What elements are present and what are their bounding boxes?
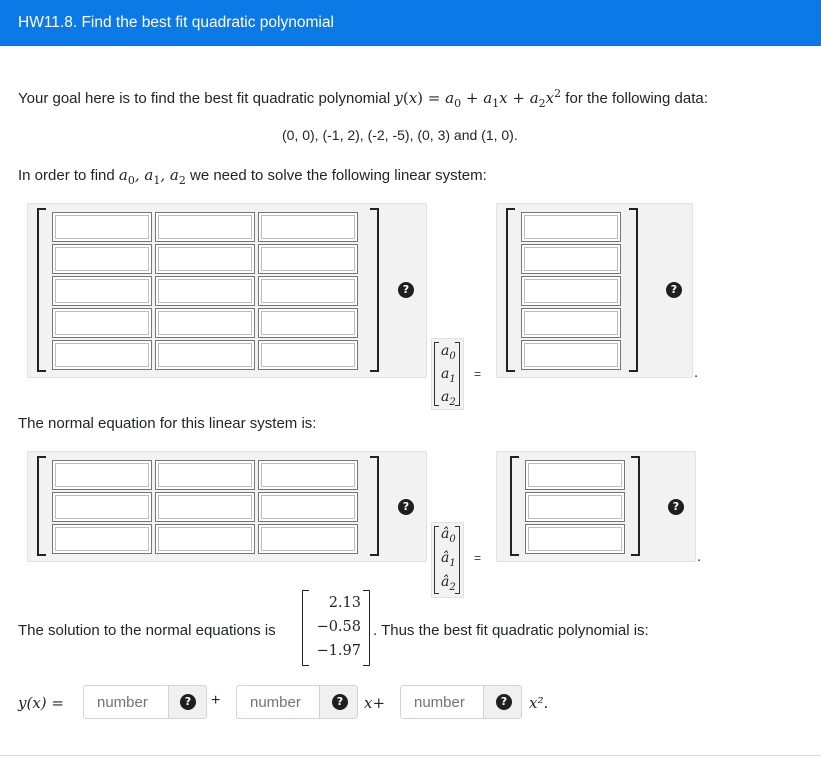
solution-left-bracket	[302, 590, 309, 666]
intro-suffix: for the following data:	[561, 90, 708, 107]
bottom-divider	[0, 755, 821, 756]
find-prefix: In order to find	[18, 167, 119, 184]
matrix-ata-help-icon[interactable]: ?	[398, 499, 414, 515]
matrix-a-cell-r4c3[interactable]	[258, 308, 358, 338]
vector-a0: $a_0$	[441, 343, 456, 362]
coef-a0-input[interactable]: number	[83, 685, 169, 719]
vector-b-cell-2[interactable]	[521, 244, 621, 274]
equals-sign-normal: =	[474, 551, 482, 565]
solution-value-0: 2.13	[328, 595, 361, 611]
matrix-a-cell-r3c3[interactable]	[258, 276, 358, 306]
vector-b-cell-5[interactable]	[521, 340, 621, 370]
page-title: HW11.8. Find the best fit quadratic polynomial	[18, 14, 334, 31]
page-header	[0, 0, 821, 46]
unknown-vector-a-left-bracket	[434, 342, 439, 406]
vector-b-help-icon[interactable]: ?	[666, 282, 682, 298]
vector-ahat2: $â_2$	[441, 574, 456, 593]
find-suffix: we need to solve the following linear system:	[185, 167, 487, 184]
vector-atb-cell-2[interactable]	[525, 492, 625, 522]
find-sentence	[18, 166, 487, 187]
matrix-a-left-bracket	[37, 208, 46, 372]
coef-a2-help-icon[interactable]: ?	[496, 694, 512, 710]
matrix-a-cell-r5c1[interactable]	[52, 340, 152, 370]
vector-a1: $a_1$	[441, 366, 456, 385]
vector-atb-left-bracket	[510, 456, 519, 556]
matrix-ata-cell-r1c3[interactable]	[258, 460, 358, 490]
matrix-ata-right-bracket	[370, 456, 379, 556]
vector-b-cell-1[interactable]	[521, 212, 621, 242]
matrix-a-cell-r3c2[interactable]	[155, 276, 255, 306]
vector-b-right-bracket	[629, 208, 638, 372]
matrix-ata-cell-r2c2[interactable]	[155, 492, 255, 522]
matrix-ata-left-bracket	[37, 456, 46, 556]
data-points: (0, 0), (-1, 2), (-2, -5), (0, 3) and (1, 0).	[282, 127, 518, 143]
vector-ahat1: $â_1$	[441, 550, 456, 569]
vector-b-cell-4[interactable]	[521, 308, 621, 338]
matrix-ata-cell-r3c2[interactable]	[155, 524, 255, 554]
vector-atb-right-bracket	[631, 456, 640, 556]
answer-lhs: y(x) =	[18, 694, 64, 712]
normal-period: .	[697, 548, 702, 565]
matrix-ata-cell-r3c1[interactable]	[52, 524, 152, 554]
matrix-a-cell-r1c2[interactable]	[155, 212, 255, 242]
solution-value-2: −1.97	[316, 643, 361, 659]
solution-prefix: The solution to the normal equations is	[18, 622, 276, 639]
matrix-a-cell-r2c2[interactable]	[155, 244, 255, 274]
matrix-a-help-icon[interactable]: ?	[398, 282, 414, 298]
matrix-ata-cell-r1c1[interactable]	[52, 460, 152, 490]
plus-sign: +	[211, 692, 221, 709]
matrix-ata-cell-r2c3[interactable]	[258, 492, 358, 522]
coef-a1-help-icon[interactable]: ?	[332, 694, 348, 710]
normal-equation-text: The normal equation for this linear system is:	[18, 415, 317, 432]
matrix-a-cell-r2c3[interactable]	[258, 244, 358, 274]
vector-atb-help-icon[interactable]: ?	[668, 499, 684, 515]
x-squared-term: x².	[529, 694, 549, 712]
matrix-a-cell-r4c1[interactable]	[52, 308, 152, 338]
solution-value-1: −0.58	[316, 619, 361, 635]
coef-a1-input[interactable]: number	[236, 685, 320, 719]
vector-atb-cell-1[interactable]	[525, 460, 625, 490]
vector-b-left-bracket	[506, 208, 515, 372]
coef-a2-input[interactable]: number	[400, 685, 484, 719]
matrix-a-cell-r1c3[interactable]	[258, 212, 358, 242]
vector-b-cell-3[interactable]	[521, 276, 621, 306]
vector-a2: $a_2$	[441, 389, 456, 408]
vector-atb-cell-3[interactable]	[525, 524, 625, 554]
unknown-vector-ahat-left-bracket	[434, 526, 439, 594]
solution-vector	[302, 590, 370, 666]
matrix-a-cell-r3c1[interactable]	[52, 276, 152, 306]
matrix-a-right-bracket	[370, 208, 379, 372]
matrix-a-cell-r5c3[interactable]	[258, 340, 358, 370]
solution-right-bracket	[363, 590, 370, 666]
intro-sentence	[18, 87, 708, 110]
matrix-a-cell-r1c1[interactable]	[52, 212, 152, 242]
intro-prefix: Your goal here is to find the best fit quadratic polynomial	[18, 90, 395, 107]
matrix-a-cell-r4c2[interactable]	[155, 308, 255, 338]
matrix-ata-cell-r2c1[interactable]	[52, 492, 152, 522]
coef-a0-help-icon[interactable]: ?	[180, 694, 196, 710]
coefficient-list: $a_0$, $a_1$, $a_2$	[118, 166, 186, 187]
equals-sign: =	[474, 367, 482, 381]
system-period: .	[694, 364, 699, 381]
matrix-ata-cell-r1c2[interactable]	[155, 460, 255, 490]
polynomial-formula: $y(x) = a_0 + a_1x + a_2x^2$	[394, 87, 562, 110]
solution-suffix: . Thus the best fit quadratic polynomial is:	[373, 622, 649, 639]
x-plus-term: x+	[364, 694, 386, 712]
matrix-ata-cell-r3c3[interactable]	[258, 524, 358, 554]
matrix-a-cell-r5c2[interactable]	[155, 340, 255, 370]
vector-ahat0: $â_0$	[441, 526, 456, 545]
matrix-a-cell-r2c1[interactable]	[52, 244, 152, 274]
